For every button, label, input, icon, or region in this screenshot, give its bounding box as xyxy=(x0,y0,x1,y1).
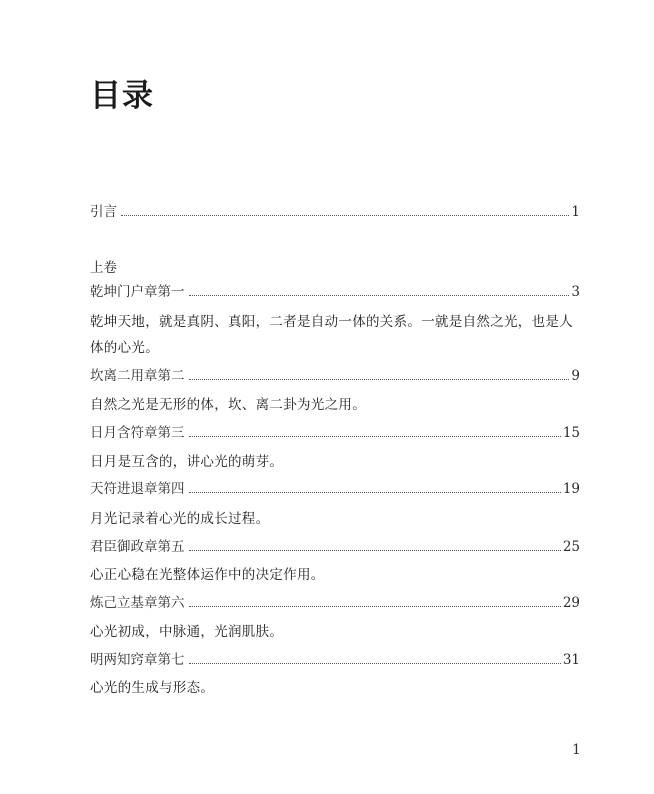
toc-entry-chapter-1[interactable] xyxy=(90,280,580,300)
toc-entry-page: 1 xyxy=(571,204,580,220)
toc-entry-title: 引言 xyxy=(90,204,117,220)
page-number: 1 xyxy=(572,742,581,758)
chapter-summary: 月光记录着心光的成长过程。 xyxy=(90,511,270,527)
toc-entry-page: 25 xyxy=(562,539,580,555)
dot-leader xyxy=(121,215,569,216)
part-heading: 上卷 xyxy=(90,260,117,276)
toc-entry-title: 明两知窍章第七 xyxy=(90,652,185,668)
chapter-summary: 心光初成，中脉通，光润肌肤。 xyxy=(90,624,284,640)
toc-entry-title: 坎离二用章第二 xyxy=(90,368,185,384)
toc-entry-page: 15 xyxy=(562,425,580,441)
toc-entry-chapter-5[interactable] xyxy=(90,535,580,555)
toc-entry-title: 炼己立基章第六 xyxy=(90,595,185,611)
toc-entry-page: 9 xyxy=(571,368,580,384)
dot-leader xyxy=(189,436,561,437)
chapter-summary: 心光的生成与形态。 xyxy=(90,680,215,696)
toc-entry-chapter-7[interactable] xyxy=(90,648,580,668)
toc-entry-chapter-4[interactable] xyxy=(90,477,580,497)
chapter-summary: 自然之光是无形的体，坎、离二卦为光之用。 xyxy=(90,397,366,413)
dot-leader xyxy=(189,606,561,607)
dot-leader xyxy=(189,379,570,380)
chapter-summary: 心正心稳在光整体运作中的决定作用。 xyxy=(90,567,325,583)
toc-entry-title: 君臣御政章第五 xyxy=(90,539,185,555)
dot-leader xyxy=(189,492,561,493)
toc-entry-chapter-3[interactable] xyxy=(90,421,580,441)
toc-entry-page: 29 xyxy=(562,595,580,611)
chapter-summary: 乾坤天地，就是真阴、真阳，二者是自动一体的关系。一就是自然之光，也是人体的心光。 xyxy=(90,314,573,356)
toc-entry-chapter-6[interactable] xyxy=(90,591,580,611)
page-title: 目录 xyxy=(90,78,154,114)
toc-entry-page: 19 xyxy=(562,481,580,497)
toc-entry-title: 天符进退章第四 xyxy=(90,481,185,497)
chapter-summary: 日月是互含的，讲心光的萌芽。 xyxy=(90,454,284,470)
toc-entry-intro[interactable] xyxy=(90,200,580,220)
dot-leader xyxy=(189,295,570,296)
dot-leader xyxy=(189,550,561,551)
dot-leader xyxy=(189,663,561,664)
toc-entry-chapter-2[interactable] xyxy=(90,364,580,384)
toc-entry-title: 乾坤门户章第一 xyxy=(90,284,185,300)
toc-entry-page: 31 xyxy=(562,652,580,668)
toc-entry-page: 3 xyxy=(571,284,580,300)
toc-entry-title: 日月含符章第三 xyxy=(90,425,185,441)
